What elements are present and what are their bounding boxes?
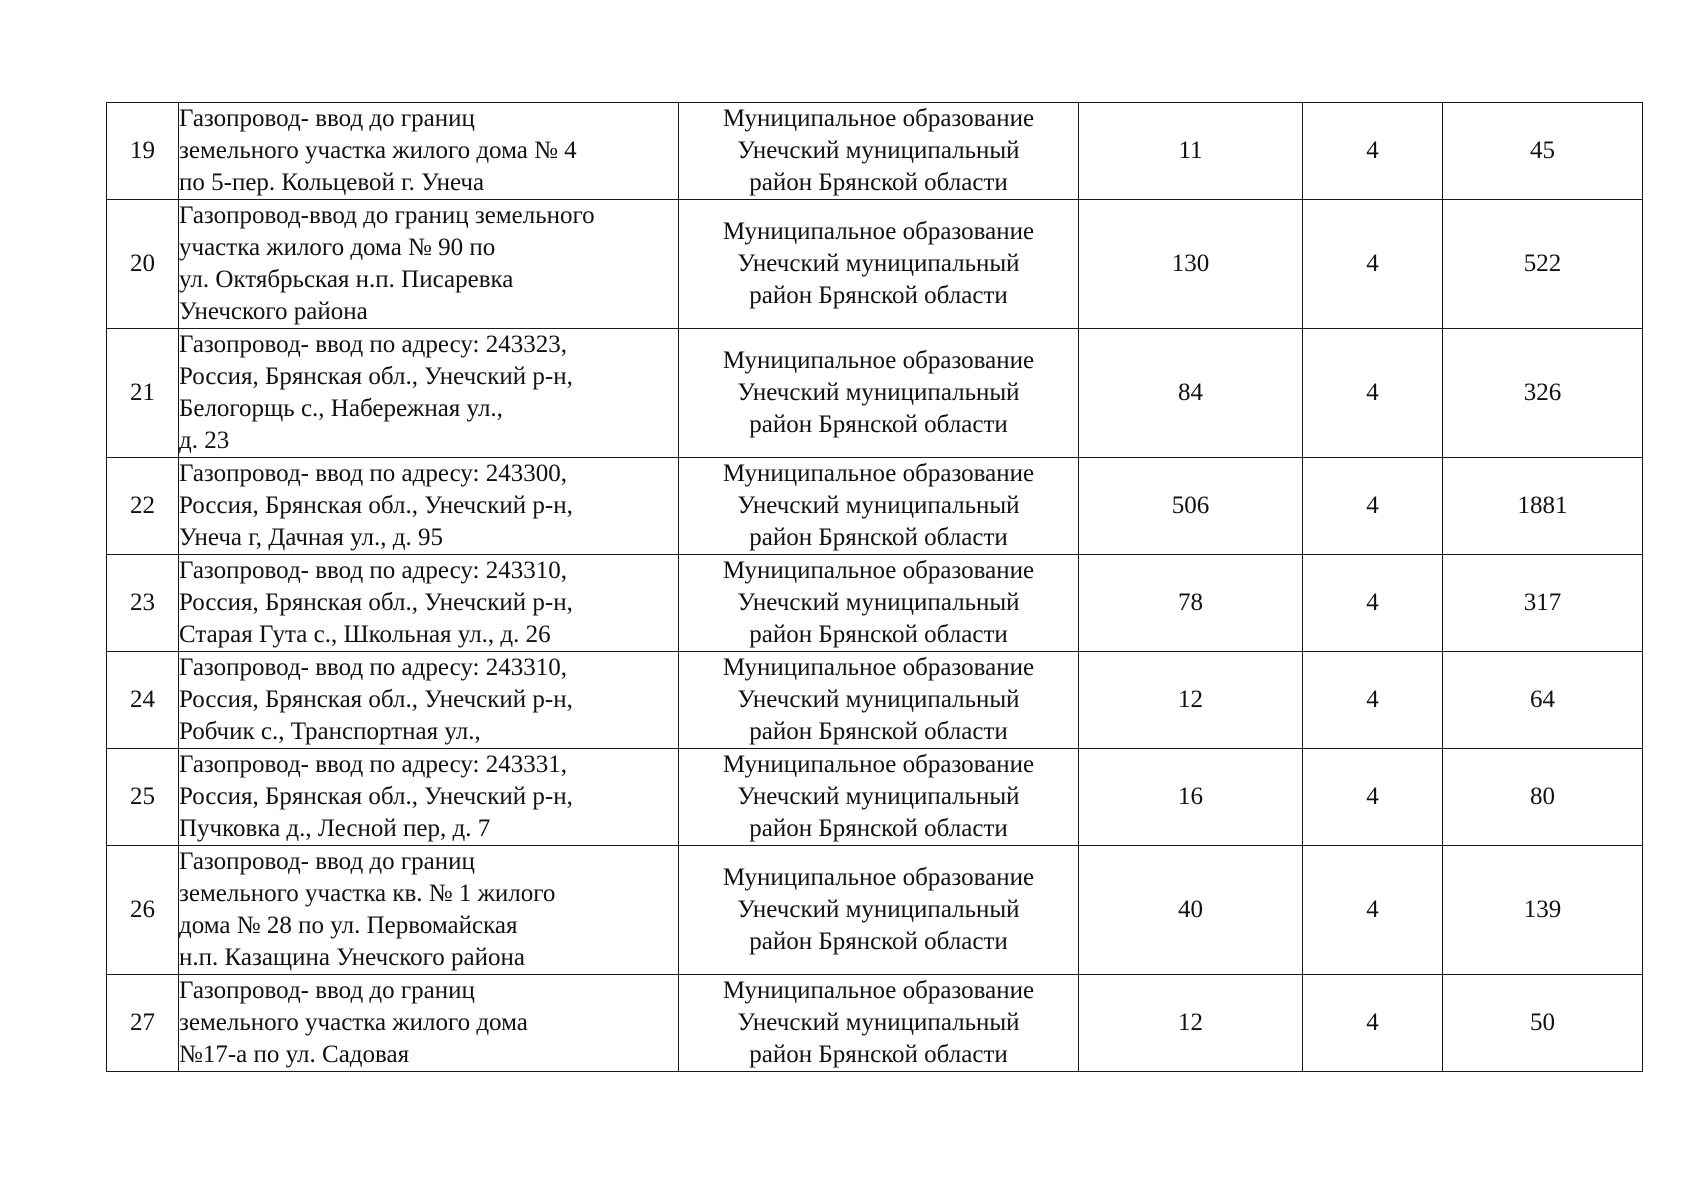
row-number: 27: [107, 975, 179, 1072]
object-name-line: Газопровод- ввод по адресу: 243323,: [179, 331, 567, 358]
object-name-cell: [179, 975, 679, 1072]
length-cell: 130: [1079, 200, 1303, 329]
cost-cell: 522: [1443, 200, 1643, 329]
length-cell: 12: [1079, 975, 1303, 1072]
object-name-line: Россия, Брянская обл., Унечский р-н,: [179, 686, 573, 713]
cost-cell: 50: [1443, 975, 1643, 1072]
object-name-line: Пучковка д., Лесной пер, д. 7: [179, 815, 491, 842]
owner-line: Унечский муниципальный: [737, 783, 1020, 810]
row-number: 20: [107, 200, 179, 329]
object-name-cell: [179, 749, 679, 846]
table-row: [107, 103, 1643, 200]
object-name-line: ул. Октябрьская н.п. Писаревка: [179, 266, 514, 293]
cost-cell: 80: [1443, 749, 1643, 846]
diameter-cell: 4: [1303, 749, 1443, 846]
owner-line: район Брянской области: [749, 718, 1008, 745]
object-name-line: Россия, Брянская обл., Унечский р-н,: [179, 363, 573, 390]
owner-line: Унечский муниципальный: [737, 137, 1020, 164]
table-row: [107, 652, 1643, 749]
table-row: [107, 975, 1643, 1072]
length-cell: 84: [1079, 329, 1303, 458]
diameter-cell: 4: [1303, 103, 1443, 200]
owner-cell: [679, 329, 1079, 458]
diameter-cell: 4: [1303, 975, 1443, 1072]
owner-cell: [679, 749, 1079, 846]
diameter-cell: 4: [1303, 652, 1443, 749]
owner-line: Унечский муниципальный: [737, 379, 1020, 406]
owner-cell: [679, 458, 1079, 555]
owner-line: Муниципальное образование: [722, 105, 1035, 132]
cost-cell: 45: [1443, 103, 1643, 200]
table-row: [107, 846, 1643, 975]
owner-cell: [679, 200, 1079, 329]
owner-line: Унечский муниципальный: [737, 492, 1020, 519]
owner-line: Унечский муниципальный: [737, 1009, 1020, 1036]
owner-line: Муниципальное образование: [722, 218, 1035, 245]
owner-cell: [679, 103, 1079, 200]
object-name-line: земельного участка жилого дома: [179, 1009, 528, 1036]
object-name-line: Унеча г, Дачная ул., д. 95: [179, 524, 444, 551]
row-number: 22: [107, 458, 179, 555]
object-name-line: Россия, Брянская обл., Унечский р-н,: [179, 492, 573, 519]
object-name-line: Белогорщь с., Набережная ул.,: [179, 395, 503, 422]
diameter-cell: 4: [1303, 200, 1443, 329]
owner-line: Муниципальное образование: [722, 751, 1035, 778]
object-name-line: Газопровод- ввод до границ: [179, 105, 475, 132]
object-name-line: Старая Гута с., Школьная ул., д. 26: [179, 621, 551, 648]
table-row: [107, 555, 1643, 652]
row-number: 21: [107, 329, 179, 458]
cost-cell: 64: [1443, 652, 1643, 749]
object-name-line: д. 23: [179, 427, 230, 454]
owner-line: район Брянской области: [749, 169, 1008, 196]
object-name-line: Газопровод-ввод до границ земельного: [179, 202, 595, 229]
object-name-line: участка жилого дома № 90 по: [179, 234, 496, 261]
diameter-cell: 4: [1303, 329, 1443, 458]
owner-line: Муниципальное образование: [722, 654, 1035, 681]
owner-cell: [679, 652, 1079, 749]
owner-line: Муниципальное образование: [722, 460, 1035, 487]
diameter-cell: 4: [1303, 458, 1443, 555]
object-name-cell: [179, 652, 679, 749]
row-number: 24: [107, 652, 179, 749]
object-name-line: земельного участка кв. № 1 жилого: [179, 880, 556, 907]
object-name-line: Унечского района: [179, 298, 368, 325]
object-name-line: Газопровод- ввод по адресу: 243300,: [179, 460, 567, 487]
object-name-line: земельного участка жилого дома № 4: [179, 137, 577, 164]
cost-cell: 317: [1443, 555, 1643, 652]
object-name-cell: [179, 555, 679, 652]
owner-line: Унечский муниципальный: [737, 686, 1020, 713]
object-name-cell: [179, 200, 679, 329]
owner-line: Муниципальное образование: [722, 977, 1035, 1004]
gas-pipeline-registry-table: [106, 102, 1643, 1072]
row-number: 26: [107, 846, 179, 975]
owner-line: Муниципальное образование: [722, 557, 1035, 584]
length-cell: 11: [1079, 103, 1303, 200]
owner-line: Унечский муниципальный: [737, 589, 1020, 616]
owner-cell: [679, 846, 1079, 975]
length-cell: 506: [1079, 458, 1303, 555]
length-cell: 40: [1079, 846, 1303, 975]
table-row: [107, 749, 1643, 846]
row-number: 19: [107, 103, 179, 200]
owner-cell: [679, 555, 1079, 652]
object-name-line: Россия, Брянская обл., Унечский р-н,: [179, 783, 573, 810]
object-name-line: Газопровод- ввод по адресу: 243331,: [179, 751, 567, 778]
cost-cell: 139: [1443, 846, 1643, 975]
row-number: 23: [107, 555, 179, 652]
length-cell: 78: [1079, 555, 1303, 652]
row-number: 25: [107, 749, 179, 846]
table-row: [107, 200, 1643, 329]
owner-line: Муниципальное образование: [722, 347, 1035, 374]
object-name-line: Газопровод- ввод до границ: [179, 848, 475, 875]
length-cell: 12: [1079, 652, 1303, 749]
length-cell: 16: [1079, 749, 1303, 846]
owner-line: Муниципальное образование: [722, 864, 1035, 891]
object-name-line: №17-а по ул. Садовая: [179, 1041, 410, 1068]
object-name-line: Робчик с., Транспортная ул.,: [179, 718, 481, 745]
object-name-line: Газопровод- ввод до границ: [179, 977, 475, 1004]
object-name-cell: [179, 103, 679, 200]
diameter-cell: 4: [1303, 846, 1443, 975]
owner-line: район Брянской области: [749, 282, 1008, 309]
diameter-cell: 4: [1303, 555, 1443, 652]
object-name-cell: [179, 846, 679, 975]
cost-cell: 326: [1443, 329, 1643, 458]
object-name-cell: [179, 329, 679, 458]
owner-line: район Брянской области: [749, 815, 1008, 842]
owner-line: район Брянской области: [749, 928, 1008, 955]
object-name-line: Газопровод- ввод по адресу: 243310,: [179, 557, 567, 584]
object-name-line: Газопровод- ввод по адресу: 243310,: [179, 654, 567, 681]
table-body: [107, 103, 1643, 1072]
table-row: [107, 329, 1643, 458]
owner-line: Унечский муниципальный: [737, 896, 1020, 923]
table-row: [107, 458, 1643, 555]
owner-line: район Брянской области: [749, 524, 1008, 551]
owner-line: район Брянской области: [749, 621, 1008, 648]
owner-line: район Брянской области: [749, 1041, 1008, 1068]
owner-line: район Брянской области: [749, 411, 1008, 438]
owner-line: Унечский муниципальный: [737, 250, 1020, 277]
object-name-line: дома № 28 по ул. Первомайская: [179, 912, 518, 939]
object-name-cell: [179, 458, 679, 555]
object-name-line: по 5-пер. Кольцевой г. Унеча: [179, 169, 485, 196]
object-name-line: Россия, Брянская обл., Унечский р-н,: [179, 589, 573, 616]
owner-cell: [679, 975, 1079, 1072]
object-name-line: н.п. Казащина Унечского района: [179, 944, 526, 971]
cost-cell: 1881: [1443, 458, 1643, 555]
